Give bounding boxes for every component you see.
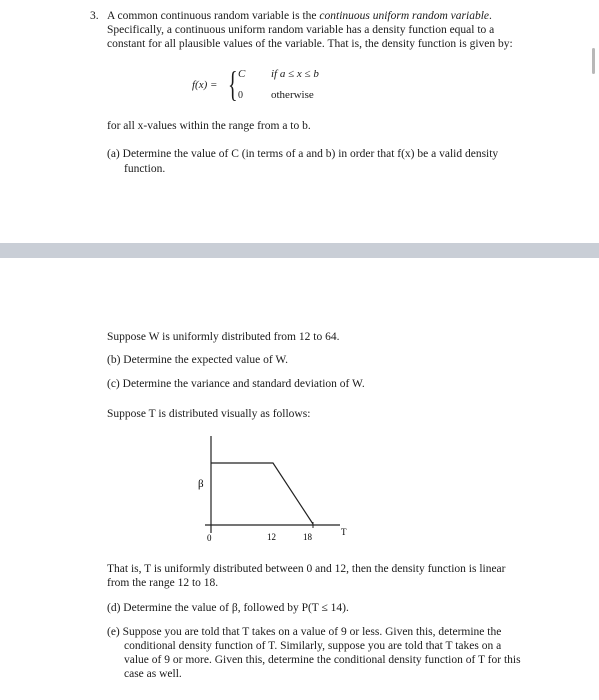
tick-0: 0 [207, 533, 212, 543]
t-desc-line-2: from the range 12 to 18. [107, 577, 219, 589]
w-intro: Suppose W is uniformly distributed from 12 to 64. [107, 331, 340, 343]
problem-number: 3. [90, 10, 99, 22]
part-e-line-2: conditional density function of T. Similarly, suppose you are told that T takes on a [124, 640, 502, 652]
part-c: (c) Determine the variance and standard deviation of W. [107, 378, 365, 390]
y-label-beta: β [198, 478, 204, 490]
formula-lhs: f(x) = [192, 79, 218, 91]
tick-18: 18 [303, 532, 312, 542]
part-e-line-3: value of 9 or more. Given this, determine the conditional density function of T for this [124, 654, 521, 666]
part-a-line-2: function. [124, 163, 166, 175]
part-e-line-1: (e) Suppose you are told that T takes on a value of 9 or less. Given this, determine the [107, 626, 502, 638]
formula-case2-condition: otherwise [271, 89, 314, 101]
density-curve [211, 463, 313, 524]
formula-case2-value: 0 [238, 90, 243, 101]
intro-line-3: constant for all plausible values of the variable. That is, the density function is given by: [107, 38, 513, 50]
x-axis-label: T [341, 527, 347, 537]
intro-line-1-c: . [489, 10, 492, 22]
part-e-line-4: case as well. [124, 668, 182, 680]
intro-line-2: Specifically, a continuous uniform random variable has a density function equal to a [107, 24, 495, 36]
t-intro: Suppose T is distributed visually as follows: [107, 408, 311, 420]
intro-line-1-a: A common continuous random variable is the [107, 10, 320, 22]
formula-case1-condition: if a ≤ x ≤ b [271, 68, 319, 80]
range-note: for all x-values within the range from a to b. [107, 120, 311, 132]
part-b: (b) Determine the expected value of W. [107, 354, 289, 366]
part-a-line-1: (a) Determine the value of C (in terms of a and b) in order that f(x) be a valid density [107, 148, 499, 160]
tick-12: 12 [267, 532, 276, 542]
intro-term: continuous uniform random variable [319, 10, 490, 22]
formula-case1-value: C [238, 68, 246, 80]
formula-brace: { [228, 64, 238, 104]
t-desc-line-1: That is, T is uniformly distributed between 0 and 12, then the density function is linear [107, 563, 506, 575]
part-d: (d) Determine the value of β, followed by P(T ≤ 14). [107, 602, 349, 614]
